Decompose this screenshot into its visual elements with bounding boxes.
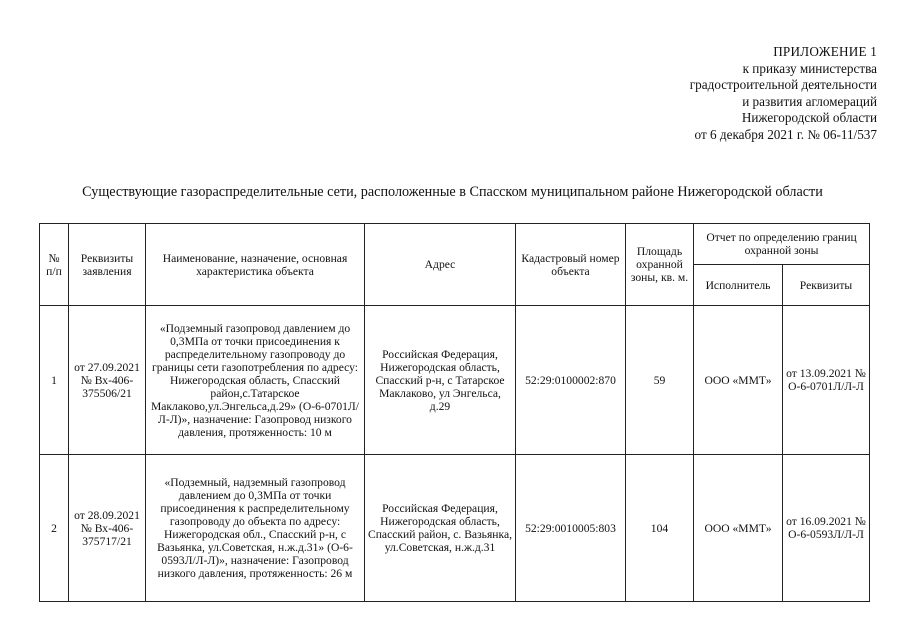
col-header-address: Адрес	[365, 224, 516, 306]
table-row	[40, 306, 870, 455]
region-line: Нижегородской области	[741, 110, 877, 126]
cell-cadastral: 52:29:0010005:803	[516, 455, 626, 602]
col-header-num: № п/п	[40, 224, 69, 306]
ministry-line: и развития агломераций	[742, 93, 877, 109]
cell-report-requisites: от 13.09.2021 № О-6-0701Л/Л-Л	[783, 306, 870, 455]
order-date-line: от 6 декабря 2021 г. № 06-11/537	[694, 126, 877, 142]
col-header-executor: Исполнитель	[694, 265, 783, 306]
table-row	[40, 455, 870, 602]
col-header-area: Площадь охранной зоны, кв. м.	[626, 224, 694, 306]
col-header-cadastral: Кадастровый номер объекта	[516, 224, 626, 306]
cell-request: от 27.09.2021 № Вх-406-375506/21	[69, 306, 146, 455]
cell-cadastral: 52:29:0100002:870	[516, 306, 626, 455]
cell-num: 2	[40, 455, 69, 602]
cell-num: 1	[40, 306, 69, 455]
col-header-request: Реквизиты заявления	[69, 224, 146, 306]
cell-report-requisites: от 16.09.2021 № О-6-0593Л/Л-Л	[783, 455, 870, 602]
col-header-name: Наименование, назначение, основная характеристика объекта	[146, 224, 365, 306]
cell-object-name: «Подземный, надземный газопровод давлением до 0,3МПа от точки присоединения к распределительному газопроводу до объекта по адресу: Нижегородская обл., Спасский р-н, с Вазьянка, ул.Советская, н.ж.д.31» (О-6-0593Л/Л-Л)», назначение: Газопровод низкого давления, протяженность: 26 м	[146, 455, 365, 602]
cell-area: 104	[626, 455, 694, 602]
appendix-header	[690, 44, 877, 144]
document-title: Существующие газораспределительные сети, расположенные в Спасском муниципальном районе Нижегородской области	[82, 184, 823, 200]
cell-area: 59	[626, 306, 694, 455]
appendix-label: ПРИЛОЖЕНИЕ 1	[773, 44, 877, 59]
col-header-report: Отчет по определению границ охранной зоны	[694, 224, 870, 265]
cell-executor: ООО «ММТ»	[694, 306, 783, 455]
order-reference-line: к приказу министерства	[742, 60, 877, 76]
col-header-report-requisites: Реквизиты	[783, 265, 870, 306]
gas-networks-table	[39, 223, 870, 602]
cell-executor: ООО «ММТ»	[694, 455, 783, 602]
cell-object-name: «Подземный газопровод давлением до 0,3МПа от точки присоединения к распределительному газопроводу до границы сети газопотребления по адресу: Нижегородская область, Спасский район,с.Татарское Маклаково,ул.Энгельса,д.29» (О-6-0701Л/Л-Л)», назначение: Газопровод низкого давления, протяженность: 10 м	[146, 306, 365, 455]
table-header-row	[40, 224, 870, 265]
cell-request: от 28.09.2021 № Вх-406-375717/21	[69, 455, 146, 602]
ministry-line: градостроительной деятельности	[689, 77, 877, 93]
cell-address: Российская Федерация, Нижегородская область, Спасский р-н, с Татарское Маклаково, ул Энгельса, д.29	[365, 306, 516, 455]
cell-address: Российская Федерация, Нижегородская область, Спасский район, с. Вазьянка, ул.Советская, н.ж.д.31	[365, 455, 516, 602]
